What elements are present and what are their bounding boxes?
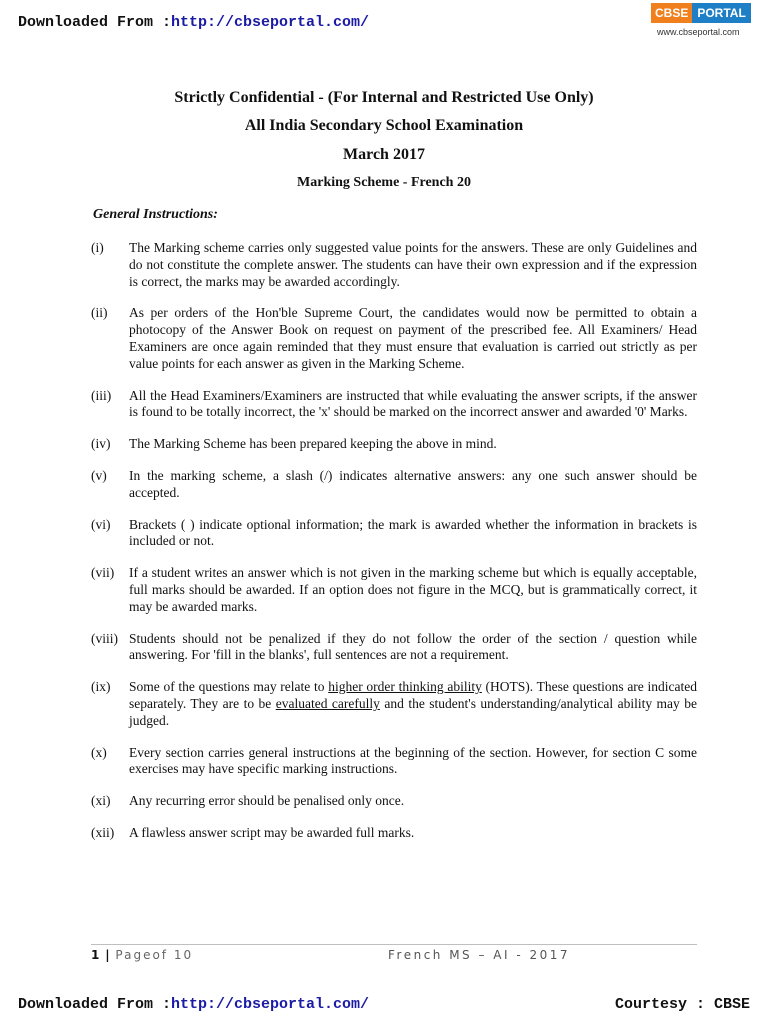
exam-title: All India Secondary School Examination	[244, 117, 524, 134]
item-number: (x)	[91, 744, 107, 760]
list-item	[91, 305, 697, 372]
download-banner-prefix: Downloaded From :	[18, 996, 172, 1013]
item-text: Brackets ( ) indicate optional information; the mark is awarded whether the information in brackets is included or not.	[129, 516, 697, 549]
list-item	[91, 745, 697, 779]
instructions-list	[91, 240, 697, 857]
item-number: (vii)	[91, 565, 115, 581]
list-item	[91, 679, 697, 729]
item-text: In the marking scheme, a slash (/) indicates alternative answers: any one such answer should be accepted.	[129, 467, 697, 500]
footer-divider	[91, 944, 697, 945]
list-item	[91, 825, 697, 842]
item-text-part: Some of the questions may relate to	[129, 679, 329, 695]
page-indicator	[91, 948, 193, 962]
item-text	[129, 679, 697, 729]
item-number: (iii)	[91, 387, 112, 403]
item-number: (vi)	[91, 516, 111, 532]
item-text: The Marking scheme carries only suggested value points for the answers. These are only Guidelines and do not constitute the complete answer. The students can have their own expression and if the expression is correct, the marks may be awarded accordingly.	[129, 240, 697, 289]
cbseportal-link[interactable]: http://cbseportal.com/	[171, 996, 370, 1013]
item-text: If a student writes an answer which is not given in the marking scheme but which is equally acceptable, full marks should be awarded. If an option does not figure in the MCQ, but is grammatically correct, it may be awarded marks.	[129, 565, 697, 614]
general-instructions-heading: General Instructions:	[93, 207, 218, 222]
list-item	[91, 565, 697, 615]
item-text-part: and the student's understanding/analytical ability may be judged.	[129, 695, 697, 728]
list-item	[91, 793, 697, 810]
cbse-portal-logo	[651, 3, 751, 43]
item-number: (i)	[91, 240, 104, 255]
footer-document-code: French MS – AI - 2017	[388, 948, 571, 962]
item-text: Every section carries general instructions at the beginning of the section. However, for section C some exercises may have specific marking instructions.	[129, 744, 697, 777]
exam-date: March 2017	[343, 146, 425, 163]
courtesy-text: Courtesy : CBSE	[614, 996, 750, 1013]
list-item	[91, 468, 697, 502]
item-text: The Marking Scheme has been prepared keeping the above in mind.	[129, 436, 497, 452]
logo-cbse-text: CBSE	[651, 3, 692, 23]
item-text: A flawless answer script may be awarded full marks.	[129, 824, 415, 840]
item-number: (ii)	[91, 305, 108, 321]
download-banner-top	[18, 14, 369, 31]
item-number: (xii)	[91, 824, 115, 840]
logo-portal-text: PORTAL	[692, 3, 751, 23]
item-text: Any recurring error should be penalised only once.	[129, 793, 405, 809]
cbseportal-link[interactable]: http://cbseportal.com/	[171, 14, 370, 31]
item-text: As per orders of the Hon'ble Supreme Court, the candidates would now be permitted to obtain a photocopy of the Answer Book on request on payment of the prescribed fee. All Examiners/ Head Examiners are once again reminded that they must ensure that evaluation is carried out strictly as per value points for each answer as given in the Marking Scheme.	[129, 305, 697, 371]
item-number: (viii)	[91, 630, 118, 646]
evaluated-underlined-text: evaluated carefully	[275, 695, 380, 711]
item-text-part: (HOTS). These questions are indicated separately. They are to be	[129, 679, 697, 711]
item-text: Students should not be penalized if they do not follow the order of the section / question while answering. For 'fill in the blanks', full sentences are not a requirement.	[129, 630, 697, 663]
item-number: (iv)	[91, 436, 111, 452]
list-item	[91, 436, 697, 453]
logo-url-text: www.cbseportal.com	[657, 27, 740, 37]
download-banner-bottom	[18, 996, 369, 1013]
marking-scheme-title: Marking Scheme - French 20	[297, 175, 471, 190]
page-separator: |	[105, 948, 110, 962]
list-item	[91, 631, 697, 665]
item-number: (v)	[91, 467, 107, 483]
list-item	[91, 517, 697, 551]
page-label: Pageof 10	[115, 948, 194, 962]
item-number: (ix)	[91, 679, 111, 695]
hots-underlined-text: higher order thinking ability	[328, 679, 482, 695]
item-text: All the Head Examiners/Examiners are instructed that while evaluating the answer scripts, if the answer is found to be totally incorrect, the 'x' should be marked on the incorrect answer and awarded '0' Marks.	[129, 387, 697, 420]
list-item	[91, 240, 697, 290]
confidential-title: Strictly Confidential - (For Internal and Restricted Use Only)	[174, 89, 594, 106]
page-number: 1	[91, 948, 100, 962]
item-number: (xi)	[91, 793, 111, 809]
list-item	[91, 388, 697, 422]
download-banner-prefix: Downloaded From :	[18, 14, 172, 31]
